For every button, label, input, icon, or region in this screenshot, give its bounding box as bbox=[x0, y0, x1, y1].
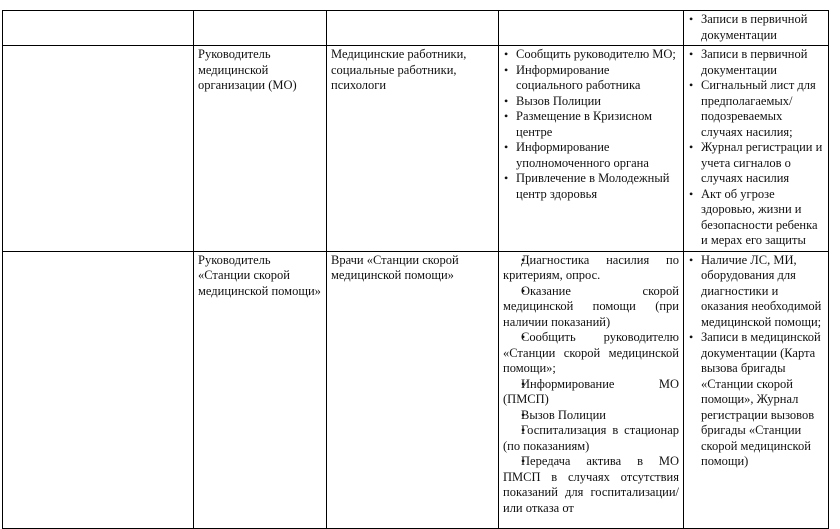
table-cell-executors: Врачи «Станции скорой медицинской помощи» bbox=[327, 251, 499, 528]
list-item: • Оказание скорой медицинской помощи (при наличии показаний) bbox=[503, 284, 679, 331]
list-item: • Информирование уполномоченного органа bbox=[503, 140, 679, 171]
table-cell-actions bbox=[499, 11, 684, 46]
list-item: • Привлечение в Молодежный центр здоровья bbox=[503, 171, 679, 202]
table-cell-actions bbox=[499, 251, 684, 528]
list-item: • Журнал регистрации и учета сигналов о случаях насилия bbox=[688, 140, 824, 187]
procedure-table bbox=[2, 10, 829, 529]
list-item: • Акт об угрозе здоровью, жизни и безопасности ребенка и мерах его защиты bbox=[688, 187, 824, 249]
table-row bbox=[3, 46, 829, 252]
table-cell-executors: Медицинские работники, социальные работники, психологи bbox=[327, 46, 499, 252]
list-item: • Информирование МО (ПМСП) bbox=[503, 377, 679, 408]
list-item: • Наличие ЛС, МИ, оборудования для диагностики и оказания необходимой медицинской помощи; bbox=[688, 253, 824, 331]
table-cell-role bbox=[194, 11, 327, 46]
list-item: • Размещение в Кризисном центре bbox=[503, 109, 679, 140]
list-item: • Записи в первичной документации bbox=[688, 12, 824, 43]
table-cell-blank bbox=[3, 46, 194, 252]
table-cell-records bbox=[684, 251, 829, 528]
list-item: • Сигнальный лист для предполагаемых/ подозреваемых случаях насилия; bbox=[688, 78, 824, 140]
list-item: • Диагностика насилия по критериям, опрос. bbox=[503, 253, 679, 284]
list-item: • Записи в первичной документации bbox=[688, 47, 824, 78]
table-cell-role: Руководитель медицинской организации (МО) bbox=[194, 46, 327, 252]
table-cell-blank bbox=[3, 11, 194, 46]
table-row bbox=[3, 11, 829, 46]
list-item: • Сообщить руководителю «Станции скорой медицинской помощи»; bbox=[503, 330, 679, 377]
list-item: • Сообщить руководителю МО; bbox=[503, 47, 679, 63]
list-item: • Госпитализация в стационар (по показаниям) bbox=[503, 423, 679, 454]
table-cell-actions bbox=[499, 46, 684, 252]
list-item: • Передача актива в МО ПМСП в случаях отсутствия показаний для госпитализации/или отказа от bbox=[503, 454, 679, 516]
list-item: • Информирование социального работника bbox=[503, 63, 679, 94]
list-item: • Вызов Полиции bbox=[503, 408, 679, 424]
table-row bbox=[3, 251, 829, 528]
list-item: • Вызов Полиции bbox=[503, 94, 679, 110]
table-cell-records bbox=[684, 11, 829, 46]
table-cell-role: Руководитель «Станции скорой медицинской помощи» bbox=[194, 251, 327, 528]
list-item: • Записи в медицинской документации (Карта вызова бригады «Станции скорой помощи», Журнал регистрации вызовов бригады «Станции скорой медицинской помощи) bbox=[688, 330, 824, 470]
table-cell-records bbox=[684, 46, 829, 252]
table-cell-executors bbox=[327, 11, 499, 46]
table-cell-blank bbox=[3, 251, 194, 528]
